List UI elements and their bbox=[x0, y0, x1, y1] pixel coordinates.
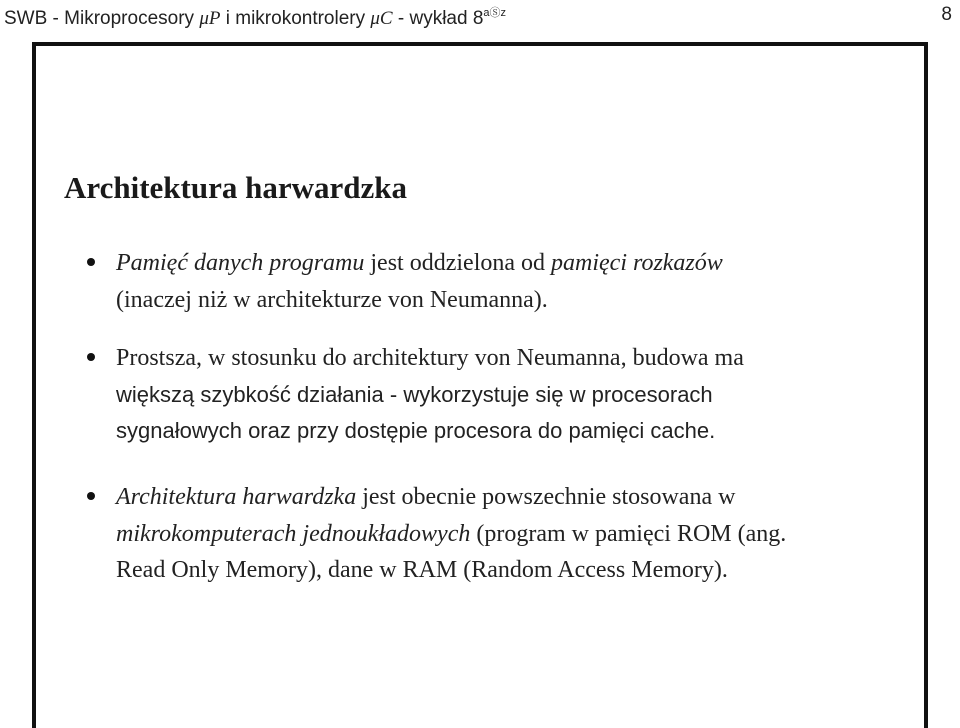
document-title bbox=[4, 4, 506, 30]
title-middle: i mikrokontrolery bbox=[220, 8, 371, 29]
bullet-dot bbox=[87, 492, 95, 500]
bullet-text: jest obecnie powszechnie stosowana w bbox=[356, 484, 736, 510]
bullet-line: Prostsza, w stosunku do architektury von Neumanna, budowa ma bbox=[116, 345, 744, 371]
mu-c-symbol: μC bbox=[370, 8, 393, 29]
bullet-line bbox=[116, 245, 906, 282]
title-prefix: SWB - Mikroprocesory bbox=[4, 8, 200, 29]
bullet-item bbox=[116, 340, 906, 450]
slide-title: Architektura harwardzka bbox=[64, 170, 407, 205]
bullet-dot bbox=[87, 353, 95, 361]
emphasis-text: pamięci rozkazów bbox=[551, 250, 723, 276]
page-header bbox=[0, 0, 960, 36]
mu-p-symbol: μP bbox=[199, 8, 221, 29]
bullet-item bbox=[116, 245, 906, 318]
emphasis-text: mikrokomputerach jednoukładowych bbox=[116, 520, 471, 547]
bullet-text: (program w pamięci ROM (ang. bbox=[470, 520, 787, 547]
title-superscript: aⓈz bbox=[483, 7, 507, 19]
emphasis-text: Architektura harwardzka bbox=[116, 484, 357, 510]
page-number: 8 bbox=[941, 4, 952, 25]
emphasis-text: Pamięć danych programu bbox=[116, 250, 365, 276]
bullet-line: sygnałowych oraz przy dostępie procesora do pamięci cache. bbox=[116, 418, 716, 443]
bullet-item bbox=[116, 479, 906, 589]
bullet-dot bbox=[87, 258, 95, 266]
title-suffix: - wykład 8 bbox=[392, 8, 484, 29]
bullet-line bbox=[116, 516, 906, 553]
bullet-line: większą szybkość działania - wykorzystuje się w procesorach bbox=[116, 381, 713, 407]
bullet-text: jest oddzielona od bbox=[364, 250, 552, 276]
bullet-line: (inaczej niż w architekturze von Neumanna). bbox=[116, 286, 548, 313]
bullet-line: Read Only Memory), dane w RAM (Random Access Memory). bbox=[116, 557, 728, 583]
bullet-line bbox=[116, 479, 906, 516]
